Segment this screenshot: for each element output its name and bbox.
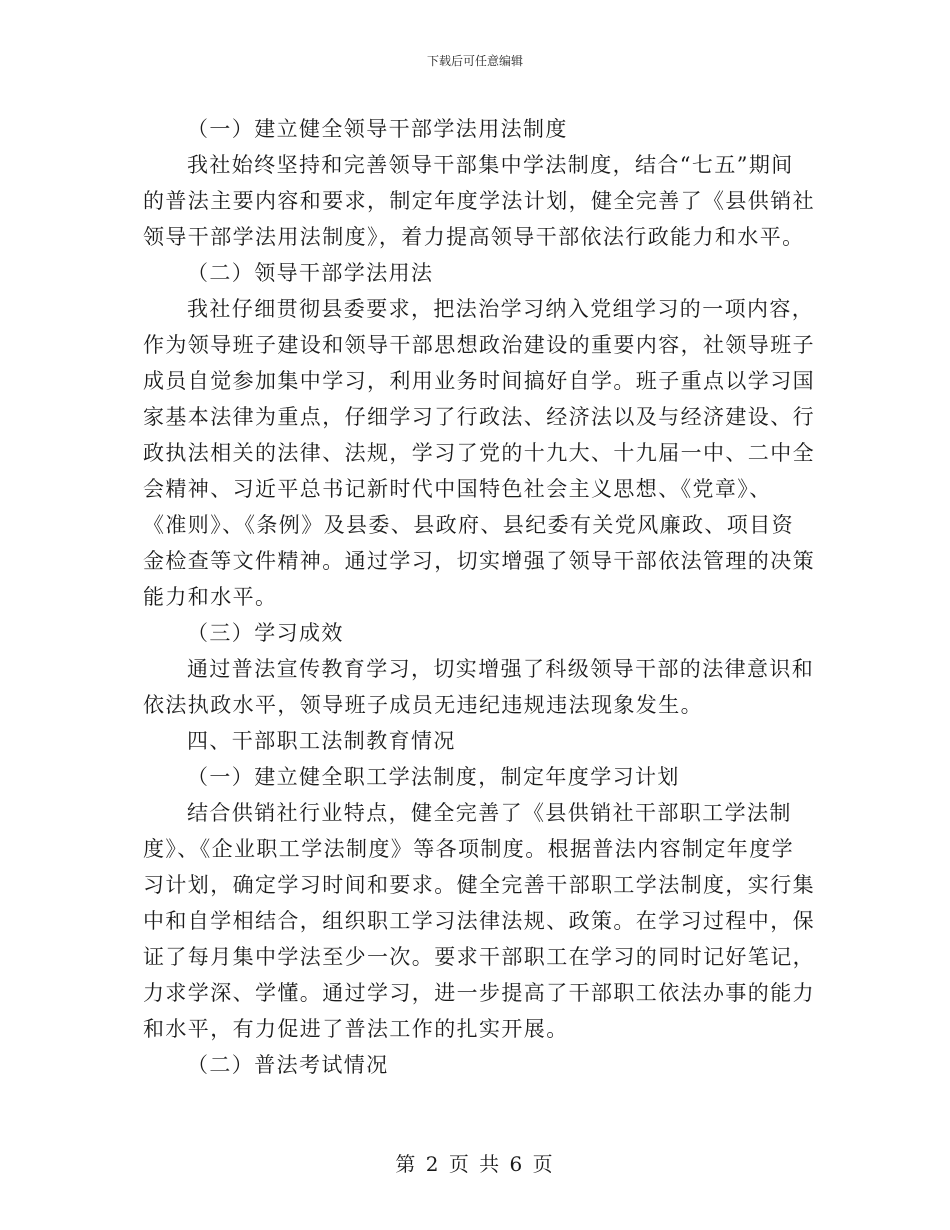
text-line: 我社始终坚持和完善领导干部集中学法制度，结合“七五”期间	[187, 153, 794, 177]
text-line: 我社仔细贯彻县委要求，把法治学习纳入党组学习的一项内容，	[187, 297, 815, 321]
text-line: 四、干部职工法制教育情况	[187, 729, 456, 753]
text-line: 政执法相关的法律、法规，学习了党的十九大、十九届一中、二中全	[143, 441, 815, 465]
text-line: 的普法主要内容和要求，制定年度学法计划，健全完善了《县供销社	[143, 189, 815, 213]
text-line: （一）建立健全职工学法制度，制定年度学习计划	[187, 765, 680, 789]
text-line: 证了每月集中学法至少一次。要求干部职工在学习的同时记好笔记，	[143, 945, 815, 969]
text-line: 领导干部学法用法制度》，着力提高领导干部依法行政能力和水平。	[143, 225, 805, 249]
text-line: 《准则》、《条例》及县委、县政府、县纪委有关党风廉政、项目资	[143, 513, 794, 537]
text-line: 和水平，有力促进了普法工作的扎实开展。	[143, 1017, 569, 1041]
text-line: （三）学习成效	[187, 621, 344, 645]
text-line: （一）建立健全领导干部学法用法制度	[187, 117, 568, 141]
text-line: 力求学深、学懂。通过学习，进一步提高了干部职工依法办事的能力	[143, 981, 815, 1005]
text-line: 中和自学相结合，组织职工学习法律法规、政策。在学习过程中，保	[143, 909, 815, 933]
document-body	[143, 111, 815, 1083]
page-number-footer: 第 2 页 共 6 页	[395, 1152, 555, 1176]
text-line: 成员自觉参加集中学习，利用业务时间搞好自学。班子重点以学习国	[143, 369, 815, 393]
text-line: 作为领导班子建设和领导干部思想政治建设的重要内容，社领导班子	[143, 333, 815, 357]
page-header-note: 下载后可任意编辑	[426, 54, 523, 68]
text-line: 结合供销社行业特点，健全完善了《县供销社干部职工学法制	[187, 801, 792, 825]
text-line: 金检查等文件精神。通过学习，切实增强了领导干部依法管理的决策	[143, 549, 815, 573]
text-line: 习计划，确定学习时间和要求。健全完善干部职工学法制度，实行集	[143, 873, 815, 897]
text-line: 会精神、习近平总书记新时代中国特色社会主义思想、《党章》、	[143, 477, 772, 501]
text-line: 依法执政水平，领导班子成员无违纪违规违法现象发生。	[143, 693, 703, 717]
text-line: （二）普法考试情况	[187, 1053, 389, 1077]
text-line: 能力和水平。	[143, 585, 278, 609]
text-line: （二）领导干部学法用法	[187, 261, 434, 285]
text-line: 通过普法宣传教育学习，切实增强了科级领导干部的法律意识和	[187, 657, 815, 681]
text-line: 家基本法律为重点，仔细学习了行政法、经济法以及与经济建设、行	[143, 405, 815, 429]
text-line: 度》、《企业职工学法制度》等各项制度。根据普法内容制定年度学	[143, 837, 794, 861]
